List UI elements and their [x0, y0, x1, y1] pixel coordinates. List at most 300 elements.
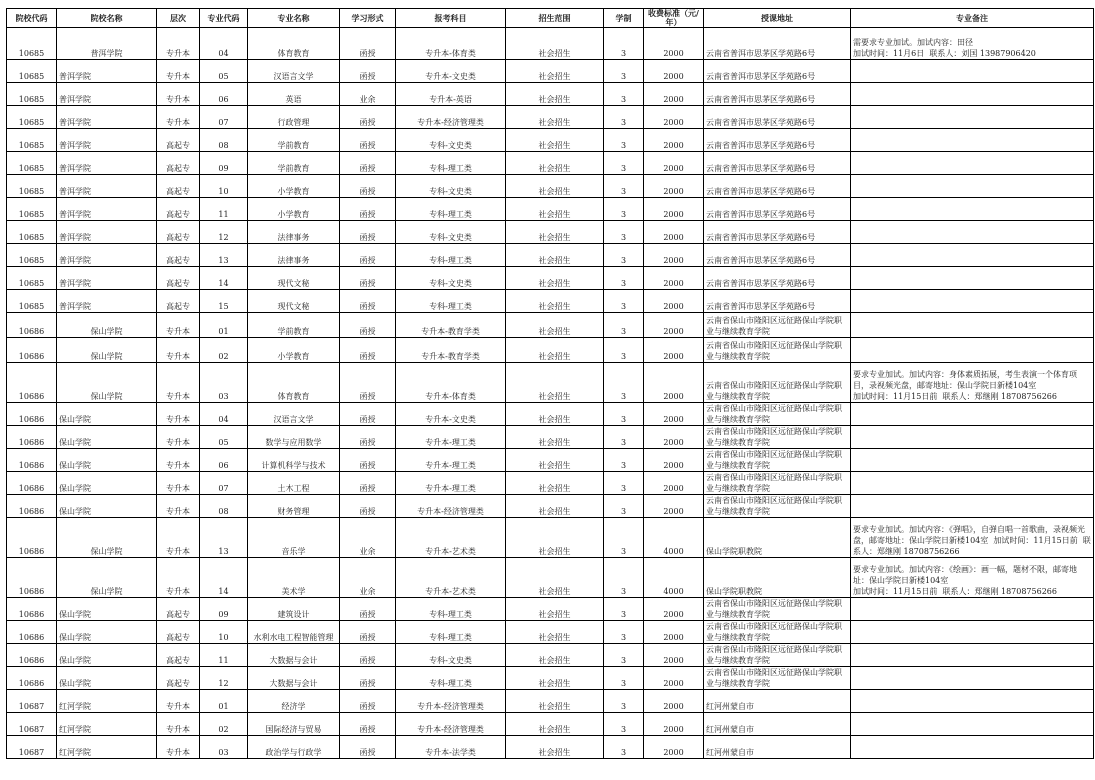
exam-subject-cell: 专科-理工类: [396, 621, 506, 644]
enrollment-scope-cell: 社会招生: [506, 175, 604, 198]
duration-cell: 3: [604, 198, 644, 221]
enrollment-scope-cell: 社会招生: [506, 198, 604, 221]
remark-cell: [851, 106, 1094, 129]
exam-subject-cell: 专升本-理工类: [396, 449, 506, 472]
major-code-cell: 09: [200, 152, 248, 175]
school-code-cell: 10686: [7, 449, 57, 472]
duration-cell: 3: [604, 152, 644, 175]
school-name-cell: 普洱学院: [57, 290, 157, 313]
level-cell: 高起专: [157, 267, 200, 290]
fee-cell: 2000: [644, 495, 704, 518]
major-code-cell: 04: [200, 403, 248, 426]
level-cell: 高起专: [157, 244, 200, 267]
remark-cell: [851, 290, 1094, 313]
table-row: [7, 403, 1094, 426]
duration-cell: 3: [604, 667, 644, 690]
duration-cell: 3: [604, 403, 644, 426]
school-name-cell: 保山学院: [57, 598, 157, 621]
address-cell: 云南省保山市隆阳区远征路保山学院职业与继续教育学院: [704, 621, 851, 644]
study-form-cell: 函授: [340, 267, 396, 290]
enrollment-scope-cell: 社会招生: [506, 129, 604, 152]
address-cell: 云南省普洱市思茅区学苑路6号: [704, 290, 851, 313]
duration-cell: 3: [604, 426, 644, 449]
enrollment-scope-cell: 社会招生: [506, 598, 604, 621]
major-name-cell: 学前教育: [248, 129, 340, 152]
school-name-cell: 保山学院: [57, 426, 157, 449]
school-code-cell: 10685: [7, 152, 57, 175]
level-cell: 专升本: [157, 713, 200, 736]
fee-cell: 2000: [644, 267, 704, 290]
level-cell: 专升本: [157, 736, 200, 759]
duration-cell: 3: [604, 83, 644, 106]
exam-subject-cell: 专科-理工类: [396, 244, 506, 267]
school-code-cell: 10685: [7, 28, 57, 60]
table-row: [7, 690, 1094, 713]
fee-cell: 2000: [644, 152, 704, 175]
school-code-cell: 10686: [7, 313, 57, 338]
study-form-cell: 函授: [340, 598, 396, 621]
fee-cell: 2000: [644, 363, 704, 403]
school-name-cell: 普洱学院: [57, 198, 157, 221]
study-form-cell: 函授: [340, 129, 396, 152]
school-name-cell: 红河学院: [57, 736, 157, 759]
school-code-cell: 10686: [7, 667, 57, 690]
enrollment-scope-cell: 社会招生: [506, 736, 604, 759]
duration-cell: 3: [604, 472, 644, 495]
remark-cell: 要求专业加试。加试内容：《绘画》：画一幅，题材不限，邮寄地址：保山学院日新楼104室 加试时间：11月15日前 联系人：郑继刚 18708756266: [851, 558, 1094, 598]
school-name-cell: 普洱学院: [57, 221, 157, 244]
exam-subject-cell: 专升本-经济管理类: [396, 106, 506, 129]
header-cell: 收费标准（元/年）: [644, 9, 704, 28]
major-name-cell: 现代文秘: [248, 290, 340, 313]
study-form-cell: 函授: [340, 426, 396, 449]
level-cell: 专升本: [157, 518, 200, 558]
level-cell: 高起专: [157, 621, 200, 644]
remark-cell: 要求专业加试。加试内容：《弹唱》，自弹自唱一首歌曲，录视频光盘，邮寄地址：保山学院日新楼104室 加试时间：11月15日前 联系人：郑继刚 18708756266: [851, 518, 1094, 558]
exam-subject-cell: 专升本-理工类: [396, 426, 506, 449]
enrollment-scope-cell: 社会招生: [506, 28, 604, 60]
fee-cell: 2000: [644, 472, 704, 495]
school-code-cell: 10685: [7, 290, 57, 313]
level-cell: 高起专: [157, 129, 200, 152]
level-cell: 专升本: [157, 338, 200, 363]
level-cell: 高起专: [157, 175, 200, 198]
enrollment-scope-cell: 社会招生: [506, 363, 604, 403]
duration-cell: 3: [604, 28, 644, 60]
level-cell: 高起专: [157, 667, 200, 690]
major-name-cell: 数学与应用数学: [248, 426, 340, 449]
address-cell: 云南省保山市隆阳区远征路保山学院职业与继续教育学院: [704, 598, 851, 621]
exam-subject-cell: 专升本-经济管理类: [396, 495, 506, 518]
duration-cell: 3: [604, 313, 644, 338]
duration-cell: 3: [604, 598, 644, 621]
school-code-cell: 10685: [7, 60, 57, 83]
enrollment-scope-cell: 社会招生: [506, 290, 604, 313]
enrollment-scope-cell: 社会招生: [506, 558, 604, 598]
duration-cell: 3: [604, 267, 644, 290]
major-name-cell: 美术学: [248, 558, 340, 598]
level-cell: 专升本: [157, 403, 200, 426]
enrollment-scope-cell: 社会招生: [506, 426, 604, 449]
study-form-cell: 函授: [340, 621, 396, 644]
header-cell: 招生范围: [506, 9, 604, 28]
major-name-cell: 法律事务: [248, 244, 340, 267]
enrollment-scope-cell: 社会招生: [506, 644, 604, 667]
remark-cell: [851, 129, 1094, 152]
major-code-cell: 05: [200, 426, 248, 449]
fee-cell: 2000: [644, 290, 704, 313]
major-name-cell: 财务管理: [248, 495, 340, 518]
exam-subject-cell: 专升本-法学类: [396, 736, 506, 759]
major-code-cell: 09: [200, 598, 248, 621]
duration-cell: 3: [604, 736, 644, 759]
remark-cell: [851, 198, 1094, 221]
major-code-cell: 10: [200, 175, 248, 198]
address-cell: 红河州蒙自市: [704, 736, 851, 759]
address-cell: 保山学院职教院: [704, 518, 851, 558]
exam-subject-cell: 专科-文史类: [396, 175, 506, 198]
fee-cell: 2000: [644, 221, 704, 244]
exam-subject-cell: 专升本-理工类: [396, 472, 506, 495]
major-code-cell: 12: [200, 221, 248, 244]
major-name-cell: 水利水电工程智能管理: [248, 621, 340, 644]
fee-cell: 2000: [644, 106, 704, 129]
exam-subject-cell: 专升本-教育学类: [396, 313, 506, 338]
enrollment-scope-cell: 社会招生: [506, 518, 604, 558]
level-cell: 高起专: [157, 198, 200, 221]
address-cell: 云南省普洱市思茅区学苑路6号: [704, 267, 851, 290]
major-code-cell: 01: [200, 313, 248, 338]
fee-cell: 2000: [644, 621, 704, 644]
level-cell: 专升本: [157, 426, 200, 449]
header-cell: 专业名称: [248, 9, 340, 28]
address-cell: 云南省普洱市思茅区学苑路6号: [704, 60, 851, 83]
school-name-cell: 普洱学院: [57, 152, 157, 175]
address-cell: 云南省保山市隆阳区远征路保山学院职业与继续教育学院: [704, 449, 851, 472]
header-cell: 院校名称: [57, 9, 157, 28]
address-cell: 云南省普洱市思茅区学苑路6号: [704, 106, 851, 129]
school-name-cell: 保山学院: [57, 403, 157, 426]
level-cell: 高起专: [157, 290, 200, 313]
study-form-cell: 函授: [340, 495, 396, 518]
school-code-cell: 10686: [7, 472, 57, 495]
address-cell: 云南省保山市隆阳区远征路保山学院职业与继续教育学院: [704, 338, 851, 363]
major-code-cell: 14: [200, 267, 248, 290]
major-code-cell: 07: [200, 472, 248, 495]
table-row: [7, 175, 1094, 198]
study-form-cell: 函授: [340, 175, 396, 198]
exam-subject-cell: 专科-文史类: [396, 129, 506, 152]
fee-cell: 2000: [644, 644, 704, 667]
table-row: [7, 598, 1094, 621]
address-cell: 云南省保山市隆阳区远征路保山学院职业与继续教育学院: [704, 313, 851, 338]
major-code-cell: 02: [200, 713, 248, 736]
study-form-cell: 函授: [340, 690, 396, 713]
address-cell: 云南省普洱市思茅区学苑路6号: [704, 221, 851, 244]
school-name-cell: 保山学院: [57, 313, 157, 338]
header-cell: 院校代码: [7, 9, 57, 28]
address-cell: 云南省保山市隆阳区远征路保山学院职业与继续教育学院: [704, 495, 851, 518]
school-name-cell: 保山学院: [57, 644, 157, 667]
school-name-cell: 保山学院: [57, 472, 157, 495]
exam-subject-cell: 专科-理工类: [396, 598, 506, 621]
study-form-cell: 函授: [340, 472, 396, 495]
major-name-cell: 大数据与会计: [248, 667, 340, 690]
study-form-cell: 函授: [340, 106, 396, 129]
level-cell: 高起专: [157, 644, 200, 667]
fee-cell: 4000: [644, 558, 704, 598]
study-form-cell: 函授: [340, 403, 396, 426]
enrollment-scope-cell: 社会招生: [506, 667, 604, 690]
study-form-cell: 函授: [340, 60, 396, 83]
school-code-cell: 10686: [7, 495, 57, 518]
remark-cell: [851, 472, 1094, 495]
header-cell: 专业代码: [200, 9, 248, 28]
major-code-cell: 03: [200, 736, 248, 759]
school-name-cell: 普洱学院: [57, 106, 157, 129]
exam-subject-cell: 专科-理工类: [396, 290, 506, 313]
major-name-cell: 行政管理: [248, 106, 340, 129]
level-cell: 专升本: [157, 60, 200, 83]
major-name-cell: 英语: [248, 83, 340, 106]
major-name-cell: 土木工程: [248, 472, 340, 495]
duration-cell: 3: [604, 290, 644, 313]
major-name-cell: 小学教育: [248, 175, 340, 198]
header-cell: 授课地址: [704, 9, 851, 28]
table-row: [7, 267, 1094, 290]
study-form-cell: 函授: [340, 221, 396, 244]
major-code-cell: 13: [200, 518, 248, 558]
school-name-cell: 普洱学院: [57, 60, 157, 83]
enrollment-scope-cell: 社会招生: [506, 449, 604, 472]
major-code-cell: 12: [200, 667, 248, 690]
major-name-cell: 学前教育: [248, 152, 340, 175]
duration-cell: 3: [604, 690, 644, 713]
exam-subject-cell: 专升本-英语: [396, 83, 506, 106]
major-code-cell: 03: [200, 363, 248, 403]
remark-cell: [851, 736, 1094, 759]
fee-cell: 2000: [644, 198, 704, 221]
table-row: [7, 221, 1094, 244]
major-code-cell: 11: [200, 644, 248, 667]
major-name-cell: 政治学与行政学: [248, 736, 340, 759]
address-cell: 红河州蒙自市: [704, 713, 851, 736]
table-row: [7, 244, 1094, 267]
address-cell: 云南省保山市隆阳区远征路保山学院职业与继续教育学院: [704, 644, 851, 667]
table-row: [7, 518, 1094, 558]
table-row: [7, 152, 1094, 175]
remark-cell: [851, 83, 1094, 106]
address-cell: 云南省普洱市思茅区学苑路6号: [704, 152, 851, 175]
exam-subject-cell: 专升本-艺术类: [396, 558, 506, 598]
study-form-cell: 函授: [340, 736, 396, 759]
fee-cell: 2000: [644, 338, 704, 363]
school-code-cell: 10687: [7, 736, 57, 759]
major-name-cell: 法律事务: [248, 221, 340, 244]
level-cell: 专升本: [157, 28, 200, 60]
major-code-cell: 13: [200, 244, 248, 267]
table-row: [7, 449, 1094, 472]
exam-subject-cell: 专科-理工类: [396, 198, 506, 221]
remark-cell: [851, 313, 1094, 338]
table-row: [7, 313, 1094, 338]
duration-cell: 3: [604, 338, 644, 363]
school-name-cell: 保山学院: [57, 363, 157, 403]
duration-cell: 3: [604, 495, 644, 518]
school-code-cell: 10687: [7, 713, 57, 736]
school-code-cell: 10686: [7, 363, 57, 403]
remark-cell: [851, 175, 1094, 198]
exam-subject-cell: 专升本-文史类: [396, 403, 506, 426]
school-code-cell: 10686: [7, 598, 57, 621]
major-code-cell: 06: [200, 83, 248, 106]
study-form-cell: 函授: [340, 152, 396, 175]
school-name-cell: 保山学院: [57, 449, 157, 472]
school-code-cell: 10685: [7, 198, 57, 221]
address-cell: 云南省普洱市思茅区学苑路6号: [704, 198, 851, 221]
study-form-cell: 业余: [340, 83, 396, 106]
address-cell: 云南省保山市隆阳区远征路保山学院职业与继续教育学院: [704, 363, 851, 403]
fee-cell: 2000: [644, 313, 704, 338]
school-name-cell: 保山学院: [57, 338, 157, 363]
major-code-cell: 02: [200, 338, 248, 363]
fee-cell: 2000: [644, 175, 704, 198]
major-code-cell: 08: [200, 495, 248, 518]
major-name-cell: 汉语言文学: [248, 403, 340, 426]
exam-subject-cell: 专科-文史类: [396, 221, 506, 244]
enrollment-scope-cell: 社会招生: [506, 267, 604, 290]
level-cell: 高起专: [157, 221, 200, 244]
school-code-cell: 10685: [7, 244, 57, 267]
enrollment-scope-cell: 社会招生: [506, 621, 604, 644]
table-row: [7, 472, 1094, 495]
table-row: [7, 60, 1094, 83]
school-name-cell: 普洱学院: [57, 267, 157, 290]
address-cell: 云南省普洱市思茅区学苑路6号: [704, 129, 851, 152]
address-cell: 云南省保山市隆阳区远征路保山学院职业与继续教育学院: [704, 472, 851, 495]
exam-subject-cell: 专科-理工类: [396, 152, 506, 175]
school-name-cell: 保山学院: [57, 495, 157, 518]
remark-cell: 需要求专业加试。加试内容：田径 加试时间：11月6日 联系人：刘国 13987906420: [851, 28, 1094, 60]
table-row: [7, 129, 1094, 152]
remark-cell: [851, 152, 1094, 175]
fee-cell: 2000: [644, 244, 704, 267]
enrollment-scope-cell: 社会招生: [506, 60, 604, 83]
fee-cell: 4000: [644, 518, 704, 558]
table-body: [7, 28, 1094, 759]
remark-cell: [851, 598, 1094, 621]
header-cell: 报考科目: [396, 9, 506, 28]
address-cell: 云南省保山市隆阳区远征路保山学院职业与继续教育学院: [704, 403, 851, 426]
fee-cell: 2000: [644, 736, 704, 759]
table-row: [7, 713, 1094, 736]
enrollment-scope-cell: 社会招生: [506, 690, 604, 713]
table-row: [7, 495, 1094, 518]
level-cell: 高起专: [157, 598, 200, 621]
major-name-cell: 经济学: [248, 690, 340, 713]
exam-subject-cell: 专升本-艺术类: [396, 518, 506, 558]
enrollment-scope-cell: 社会招生: [506, 338, 604, 363]
duration-cell: 3: [604, 106, 644, 129]
study-form-cell: 函授: [340, 363, 396, 403]
school-name-cell: 普洱学院: [57, 244, 157, 267]
remark-cell: 要求专业加试。加试内容：身体素质拓展，考生表演一个体育项目，录视频光盘，邮寄地址：保山学院日新楼104室 加试时间：11月15日前 联系人：郑继刚 18708756266: [851, 363, 1094, 403]
remark-cell: [851, 267, 1094, 290]
address-cell: 云南省普洱市思茅区学苑路6号: [704, 175, 851, 198]
address-cell: 红河州蒙自市: [704, 690, 851, 713]
school-code-cell: 10686: [7, 403, 57, 426]
study-form-cell: 函授: [340, 244, 396, 267]
level-cell: 专升本: [157, 83, 200, 106]
table-row: [7, 338, 1094, 363]
enrollment-scope-cell: 社会招生: [506, 221, 604, 244]
exam-subject-cell: 专升本-经济管理类: [396, 690, 506, 713]
remark-cell: [851, 621, 1094, 644]
study-form-cell: 函授: [340, 313, 396, 338]
fee-cell: 2000: [644, 28, 704, 60]
school-code-cell: 10685: [7, 83, 57, 106]
enrollment-scope-cell: 社会招生: [506, 152, 604, 175]
duration-cell: 3: [604, 363, 644, 403]
table-row: [7, 621, 1094, 644]
header-cell: 专业备注: [851, 9, 1094, 28]
major-name-cell: 体育教育: [248, 363, 340, 403]
remark-cell: [851, 713, 1094, 736]
address-cell: 云南省保山市隆阳区远征路保山学院职业与继续教育学院: [704, 667, 851, 690]
major-code-cell: 15: [200, 290, 248, 313]
fee-cell: 2000: [644, 713, 704, 736]
address-cell: 云南省普洱市思茅区学苑路6号: [704, 244, 851, 267]
table-row: [7, 290, 1094, 313]
study-form-cell: 函授: [340, 713, 396, 736]
address-cell: 云南省普洱市思茅区学苑路6号: [704, 83, 851, 106]
header-row: [7, 9, 1094, 28]
major-code-cell: 08: [200, 129, 248, 152]
level-cell: 专升本: [157, 313, 200, 338]
major-code-cell: 06: [200, 449, 248, 472]
duration-cell: 3: [604, 644, 644, 667]
study-form-cell: 函授: [340, 290, 396, 313]
school-code-cell: 10686: [7, 621, 57, 644]
duration-cell: 3: [604, 175, 644, 198]
table-row: [7, 83, 1094, 106]
school-code-cell: 10685: [7, 221, 57, 244]
exam-subject-cell: 专升本-体育类: [396, 363, 506, 403]
school-name-cell: 保山学院: [57, 558, 157, 598]
enrollment-scope-cell: 社会招生: [506, 403, 604, 426]
school-code-cell: 10685: [7, 175, 57, 198]
major-name-cell: 音乐学: [248, 518, 340, 558]
remark-cell: [851, 690, 1094, 713]
table-row: [7, 28, 1094, 60]
fee-cell: 2000: [644, 83, 704, 106]
major-code-cell: 11: [200, 198, 248, 221]
level-cell: 专升本: [157, 690, 200, 713]
study-form-cell: 函授: [340, 449, 396, 472]
school-name-cell: 普洱学院: [57, 28, 157, 60]
remark-cell: [851, 60, 1094, 83]
table-row: [7, 106, 1094, 129]
fee-cell: 2000: [644, 403, 704, 426]
major-name-cell: 学前教育: [248, 313, 340, 338]
fee-cell: 2000: [644, 60, 704, 83]
exam-subject-cell: 专升本-体育类: [396, 28, 506, 60]
duration-cell: 3: [604, 518, 644, 558]
remark-cell: [851, 495, 1094, 518]
fee-cell: 2000: [644, 426, 704, 449]
school-name-cell: 红河学院: [57, 690, 157, 713]
enrollment-scope-cell: 社会招生: [506, 313, 604, 338]
